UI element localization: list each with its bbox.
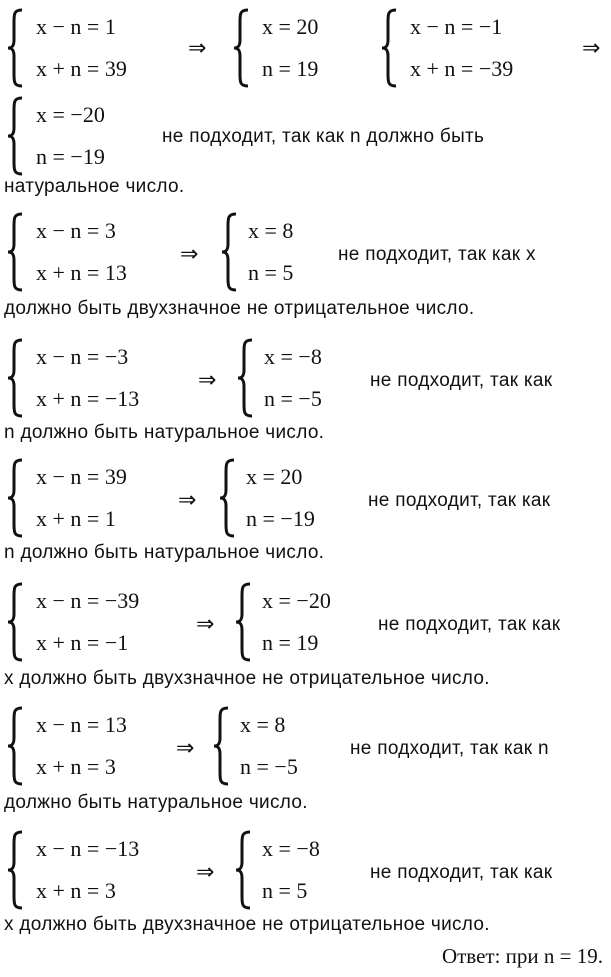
brace-icon	[6, 96, 26, 176]
system-1b	[232, 8, 362, 88]
equation: x = −20	[262, 588, 331, 613]
equation: x + n = −1	[36, 630, 129, 655]
implies-arrow: ⇒	[178, 488, 197, 513]
equation: x + n = 1	[36, 506, 116, 531]
equation: n = −19	[246, 506, 315, 531]
equation: x + n = 3	[36, 754, 116, 779]
brace-icon	[6, 8, 26, 88]
system-3a	[6, 212, 176, 292]
equation: x + n = −13	[36, 386, 140, 411]
brace-icon	[380, 8, 400, 88]
brace-icon	[220, 212, 240, 292]
equation: x = −20	[36, 102, 105, 127]
system-7a	[6, 706, 176, 786]
implies-arrow: ⇒	[198, 368, 217, 393]
continuation-text: n должно быть натуральное число.	[4, 422, 325, 443]
system-6a	[6, 582, 196, 662]
equation: x − n = 3	[36, 218, 116, 243]
equation: x = 20	[246, 464, 303, 489]
implies-arrow: ⇒	[196, 612, 215, 637]
equation: x = 8	[248, 218, 294, 243]
equation: x = −8	[262, 836, 320, 861]
system-4b	[236, 338, 346, 418]
system-5b	[218, 458, 348, 538]
equation: n = 19	[262, 56, 319, 81]
implies-arrow: ⇒	[180, 242, 199, 267]
equation: x − n = 1	[36, 14, 116, 39]
continuation-text: x должно быть двухзначное не отрицательное число.	[4, 668, 490, 689]
implies-arrow: ⇒	[188, 36, 207, 61]
equation: n = 19	[262, 630, 319, 655]
equation: x − n = 13	[36, 712, 127, 737]
system-1c	[380, 8, 560, 88]
brace-icon	[6, 582, 26, 662]
continuation-text: n должно быть натуральное число.	[4, 542, 325, 563]
system-8a	[6, 830, 196, 910]
brace-icon	[6, 338, 26, 418]
answer-text: Ответ: при n = 19.	[441, 944, 603, 968]
reason-text: не подходит, так как	[378, 614, 561, 635]
continuation-text: должно быть натуральное число.	[4, 792, 308, 813]
continuation-text: x должно быть двухзначное не отрицательное число.	[4, 914, 490, 935]
system-7b	[212, 706, 342, 786]
brace-icon	[234, 582, 254, 662]
reason-text: не подходит, так как n	[350, 738, 549, 759]
equation: n = 5	[262, 878, 308, 903]
system-4a	[6, 338, 196, 418]
equation: n = 5	[248, 260, 294, 285]
equation: x = 20	[262, 14, 319, 39]
brace-icon	[6, 458, 26, 538]
reason-text: не подходит, так как	[370, 370, 553, 391]
equation: x − n = −13	[36, 836, 140, 861]
equation: x + n = −39	[410, 56, 514, 81]
equation: x − n = 39	[36, 464, 127, 489]
system-3b	[220, 212, 320, 292]
continuation-text: должно быть двухзначное не отрицательное число.	[4, 298, 475, 319]
system-6b	[234, 582, 364, 662]
reason-text: не подходит, так как	[368, 490, 551, 511]
implies-arrow: ⇒	[176, 736, 195, 761]
reason-text: не подходит, так как x	[338, 244, 536, 265]
brace-icon	[6, 830, 26, 910]
equation: x = −8	[264, 344, 322, 369]
equation: n = −19	[36, 144, 105, 169]
equation: x + n = 13	[36, 260, 127, 285]
brace-icon	[232, 8, 252, 88]
equation: x + n = 3	[36, 878, 116, 903]
brace-icon	[212, 706, 232, 786]
equation: n = −5	[240, 754, 298, 779]
brace-icon	[6, 212, 26, 292]
equation: n = −5	[264, 386, 322, 411]
equation: x − n = −39	[36, 588, 140, 613]
system-2	[6, 96, 156, 176]
system-8b	[234, 830, 364, 910]
implies-arrow: ⇒	[196, 860, 215, 885]
brace-icon	[234, 830, 254, 910]
continuation-text: натуральное число.	[4, 176, 185, 197]
equation: x − n = −3	[36, 344, 129, 369]
equation: x − n = −1	[410, 14, 503, 39]
brace-icon	[218, 458, 238, 538]
reason-text: не подходит, так как n должно быть	[162, 126, 485, 147]
equation: x = 8	[240, 712, 286, 737]
system-5a	[6, 458, 176, 538]
system-1a	[6, 8, 176, 88]
reason-text: не подходит, так как	[370, 862, 553, 883]
implies-arrow: ⇒	[582, 36, 601, 61]
brace-icon	[236, 338, 256, 418]
equation: x + n = 39	[36, 56, 127, 81]
brace-icon	[6, 706, 26, 786]
